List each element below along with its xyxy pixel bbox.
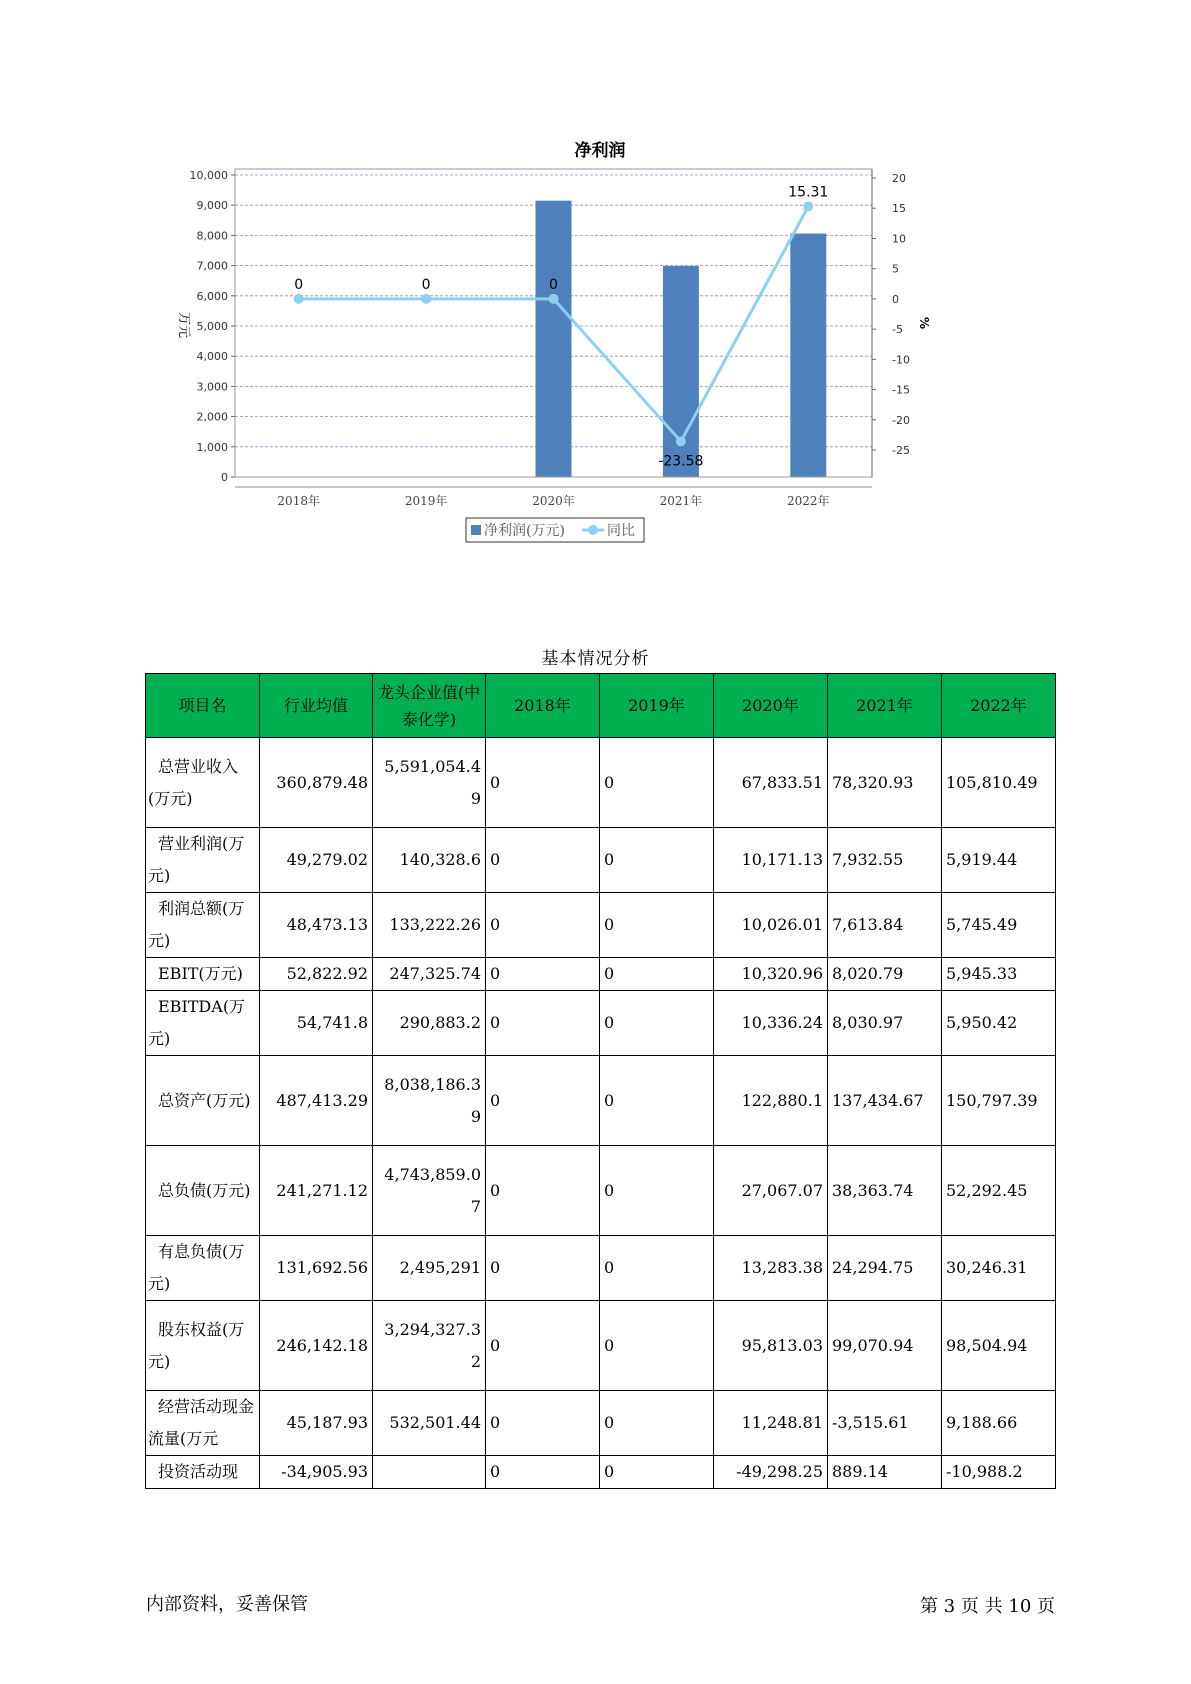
row-name-cell: 总营业收入(万元): [146, 738, 260, 828]
y-right-tick-label: 15: [892, 202, 906, 216]
table-cell: 9,188.66: [942, 1391, 1056, 1456]
y-left-tick-label: 2,000: [196, 410, 228, 424]
page-number: 第 3 页 共 10 页: [920, 1596, 1055, 1617]
table-cell: 13,283.38: [714, 1236, 828, 1301]
table-header-cell: 行业均值: [260, 674, 373, 738]
table-cell: 0: [600, 738, 714, 828]
table-cell: 133,222.26: [373, 893, 486, 958]
table-cell: 0: [600, 1456, 714, 1489]
table-body: [146, 738, 1056, 1489]
table-cell: 5,591,054.49: [373, 738, 486, 828]
y-left-label: 万元: [176, 311, 191, 339]
legend-bar-swatch: [471, 525, 481, 535]
table-cell: 3,294,327.32: [373, 1301, 486, 1391]
table-cell: 889.14: [828, 1456, 942, 1489]
table-row: [146, 991, 1056, 1056]
legend-bar-label: 净利润(万元): [484, 523, 565, 539]
table-cell: 10,171.13: [714, 828, 828, 893]
y-left-tick-label: 6,000: [196, 289, 228, 303]
table-header-cell: 项目名: [146, 674, 260, 738]
table-cell: 10,320.96: [714, 958, 828, 991]
chart-title: 净利润: [574, 141, 626, 161]
yoy-point: [803, 201, 813, 211]
yoy-point: [676, 436, 686, 446]
y-right-tick-label: -5: [892, 323, 903, 337]
basic-analysis-table: [145, 673, 1056, 1489]
table-cell: 5,950.42: [942, 991, 1056, 1056]
table-cell: 0: [486, 958, 600, 991]
y-right-tick-label: -25: [892, 444, 910, 457]
yoy-data-label: 0: [549, 276, 558, 293]
y-right-tick-label: -10: [892, 353, 910, 367]
table-cell: 0: [600, 958, 714, 991]
table-cell: 0: [486, 991, 600, 1056]
table-cell: 0: [600, 1301, 714, 1391]
table-row: [146, 828, 1056, 893]
table-caption: 基本情况分析: [541, 649, 650, 669]
yoy-data-label: -23.58: [658, 453, 704, 470]
table-cell: 8,030.97: [828, 991, 942, 1056]
table-cell: -10,988.2: [942, 1456, 1056, 1489]
table-cell: 241,271.12: [260, 1146, 373, 1236]
table-cell: 7,613.84: [828, 893, 942, 958]
table-cell: 0: [486, 738, 600, 828]
table-header-cell: 龙头企业值(中泰化学): [373, 674, 486, 738]
table-row: [146, 893, 1056, 958]
table-cell: 246,142.18: [260, 1301, 373, 1391]
table-cell: 105,810.49: [942, 738, 1056, 828]
row-name-cell: 经营活动现金流量(万元: [146, 1391, 260, 1456]
table-cell: 5,919.44: [942, 828, 1056, 893]
table-cell: 10,336.24: [714, 991, 828, 1056]
yoy-point: [421, 294, 431, 304]
x-tick-label: 2021年: [659, 494, 703, 508]
table-cell: 78,320.93: [828, 738, 942, 828]
y-left-tick-label: 0: [221, 471, 228, 484]
y-left-tick-label: 10,000: [189, 169, 228, 182]
table-cell: 5,745.49: [942, 893, 1056, 958]
table-cell: 0: [600, 1056, 714, 1146]
y-left-tick-label: 9,000: [196, 199, 228, 213]
row-name-cell: 总资产(万元): [146, 1056, 260, 1146]
y-left-tick-label: 4,000: [196, 350, 228, 364]
table-cell: 0: [600, 1391, 714, 1456]
y-right-tick-label: 20: [892, 172, 906, 185]
table-header-cell: 2022年: [942, 674, 1056, 738]
table-cell: 52,822.92: [260, 958, 373, 991]
table-cell: 8,038,186.39: [373, 1056, 486, 1146]
y-left-tick-label: 7,000: [196, 259, 228, 273]
table-cell: 98,504.94: [942, 1301, 1056, 1391]
table-cell: 0: [486, 1146, 600, 1236]
table-row: [146, 958, 1056, 991]
table-cell: 0: [600, 991, 714, 1056]
table-cell: 0: [600, 828, 714, 893]
legend: [466, 518, 644, 542]
table-cell: 2,495,291: [373, 1236, 486, 1301]
y-right-tick-label: -20: [892, 413, 910, 427]
table-cell: 38,363.74: [828, 1146, 942, 1236]
table-cell: 67,833.51: [714, 738, 828, 828]
bar: [536, 201, 572, 477]
table-header-cell: 2020年: [714, 674, 828, 738]
net-profit-chart: [150, 135, 1030, 595]
y-left-tick-label: 5,000: [196, 320, 228, 333]
table-cell: 532,501.44: [373, 1391, 486, 1456]
table-cell: 0: [486, 1456, 600, 1489]
table-cell: 0: [486, 893, 600, 958]
table-cell: 0: [486, 1391, 600, 1456]
table-cell: 99,070.94: [828, 1301, 942, 1391]
table-cell: 11,248.81: [714, 1391, 828, 1456]
chart-canvas: [150, 135, 1030, 595]
x-tick-label: 2019年: [404, 494, 448, 508]
row-name-cell: 利润总额(万元): [146, 893, 260, 958]
table-header-cell: 2021年: [828, 674, 942, 738]
row-name-cell: EBITDA(万元): [146, 991, 260, 1056]
table-cell: -3,515.61: [828, 1391, 942, 1456]
table-cell: 150,797.39: [942, 1056, 1056, 1146]
table-cell: 4,743,859.07: [373, 1146, 486, 1236]
table-cell: 360,879.48: [260, 738, 373, 828]
y-left-tick-label: 3,000: [196, 380, 228, 394]
yoy-data-label: 15.31: [788, 184, 829, 201]
y-left-tick-label: 8,000: [196, 229, 228, 243]
table-cell: 24,294.75: [828, 1236, 942, 1301]
table-cell: [373, 1456, 486, 1489]
table-cell: 27,067.07: [714, 1146, 828, 1236]
table-cell: 0: [486, 1301, 600, 1391]
yoy-point: [294, 294, 304, 304]
y-right-tick-label: 10: [892, 232, 906, 246]
row-name-cell: 总负债(万元): [146, 1146, 260, 1236]
table-cell: 0: [600, 1146, 714, 1236]
table-cell: 8,020.79: [828, 958, 942, 991]
table-cell: 0: [600, 1236, 714, 1301]
yoy-data-label: 0: [294, 276, 304, 293]
table-cell: 48,473.13: [260, 893, 373, 958]
table-cell: 10,026.01: [714, 893, 828, 958]
table-cell: 0: [600, 893, 714, 958]
table-cell: 30,246.31: [942, 1236, 1056, 1301]
table-cell: 45,187.93: [260, 1391, 373, 1456]
table-cell: 131,692.56: [260, 1236, 373, 1301]
table-cell: 54,741.8: [260, 991, 373, 1056]
table-cell: 0: [486, 1056, 600, 1146]
yoy-point: [549, 294, 559, 304]
table-row: [146, 1301, 1056, 1391]
y-right-tick-label: -15: [892, 383, 910, 397]
table-cell: 122,880.1: [714, 1056, 828, 1146]
y-right-tick-label: 0: [892, 292, 899, 306]
bars: [536, 201, 827, 477]
table-header-row: [146, 674, 1056, 738]
table-header-cell: 2019年: [600, 674, 714, 738]
table-cell: 49,279.02: [260, 828, 373, 893]
table-cell: 137,434.67: [828, 1056, 942, 1146]
table-cell: 290,883.2: [373, 991, 486, 1056]
table-cell: 0: [486, 1236, 600, 1301]
y-right-tick-label: 5: [892, 262, 899, 276]
legend-line-label: 同比: [607, 523, 635, 539]
table-row: [146, 1391, 1056, 1456]
table-cell: 487,413.29: [260, 1056, 373, 1146]
y-left-tick-label: 1,000: [196, 440, 228, 454]
row-name-cell: 投资活动现: [146, 1456, 260, 1489]
row-name-cell: 有息负债(万元): [146, 1236, 260, 1301]
table-cell: 140,328.6: [373, 828, 486, 893]
table-row: [146, 1456, 1056, 1489]
table-row: [146, 1056, 1056, 1146]
table-row: [146, 1146, 1056, 1236]
x-tick-label: 2022年: [787, 494, 830, 508]
table-cell: -49,298.25: [714, 1456, 828, 1489]
row-name-cell: EBIT(万元): [146, 958, 260, 991]
table-row: [146, 1236, 1056, 1301]
row-name-cell: 股东权益(万元): [146, 1301, 260, 1391]
table-cell: 7,932.55: [828, 828, 942, 893]
legend-line-marker: [588, 525, 598, 535]
confidential-note: 内部资料，妥善保管: [146, 1594, 308, 1615]
table-cell: 5,945.33: [942, 958, 1056, 991]
table-cell: 0: [486, 828, 600, 893]
table-cell: 52,292.45: [942, 1146, 1056, 1236]
bar: [790, 234, 826, 477]
x-tick-label: 2018年: [277, 494, 320, 508]
table-header-cell: 2018年: [486, 674, 600, 738]
row-name-cell: 营业利润(万元): [146, 828, 260, 893]
table-cell: 247,325.74: [373, 958, 486, 991]
table-row: [146, 738, 1056, 828]
x-tick-label: 2020年: [532, 494, 575, 508]
table-cell: 95,813.03: [714, 1301, 828, 1391]
table-cell: -34,905.93: [260, 1456, 373, 1489]
yoy-data-label: 0: [421, 276, 431, 293]
y-right-label: %: [917, 316, 931, 330]
